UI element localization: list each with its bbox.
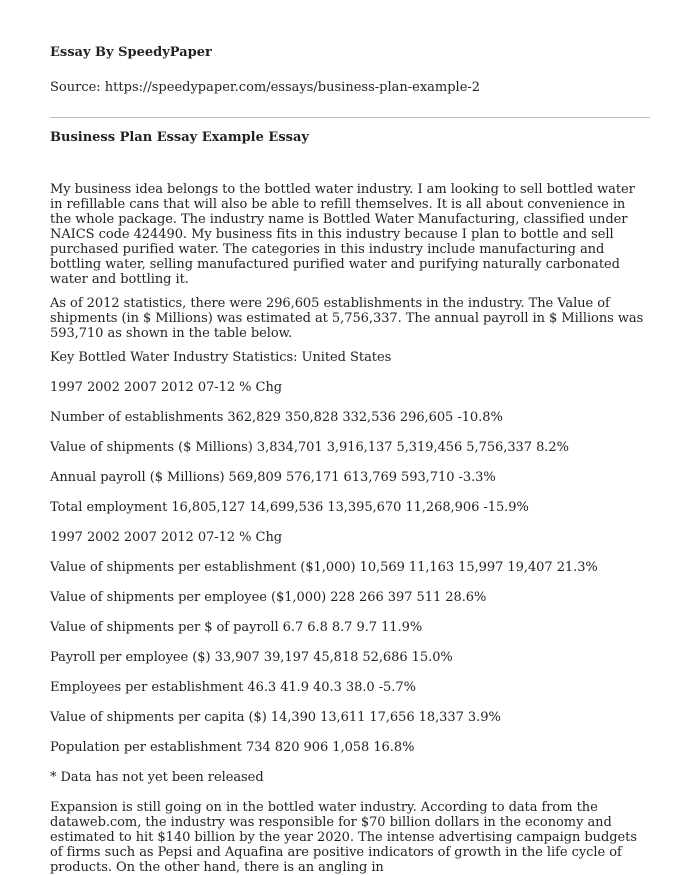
- table-header-row-1: 1997 2002 2007 2012 07-12 % Chg: [50, 380, 283, 395]
- table-row-shipments-per-establishment: Value of shipments per establishment ($1,000) 10,569 11,163 15,997 19,407 21.3%: [50, 560, 598, 575]
- essay-author-line: Essay By SpeedyPaper: [50, 45, 212, 60]
- table-row-shipments: Value of shipments ($ Millions) 3,834,701 3,916,137 5,319,456 5,756,337 8.2%: [50, 440, 569, 455]
- paragraph-1: My business idea belongs to the bottled water industry. I am looking to sell bottled water in refillable cans that will also be able to refill themselves. It is all about convenience in the whole package. The industry name is Bottled Water Manufacturing, classified under NAICS code 424490. My business fits in this industry because I plan to bottle and sell purchased purified water. The categories in this industry include manufacturing and bottling water, selling manufactured purified water and purifying naturally carbonated water and bottling it.: [50, 182, 635, 287]
- essay-body: [50, 182, 650, 875]
- table-title: Key Bottled Water Industry Statistics: United States: [50, 350, 392, 365]
- table-row-population-per-establishment: Population per establishment 734 820 906 1,058 16.8%: [50, 740, 415, 755]
- table-row-payroll-per-employee: Payroll per employee ($) 33,907 39,197 45,818 52,686 15.0%: [50, 650, 453, 665]
- table-header-row-2: 1997 2002 2007 2012 07-12 % Chg: [50, 530, 283, 545]
- table-row-employees-per-establishment: Employees per establishment 46.3 41.9 40.3 38.0 -5.7%: [50, 680, 416, 695]
- divider: [50, 117, 650, 118]
- table-row-payroll: Annual payroll ($ Millions) 569,809 576,171 613,769 593,710 -3.3%: [50, 470, 496, 485]
- table-row-shipments-per-employee: Value of shipments per employee ($1,000) 228 266 397 511 28.6%: [50, 590, 487, 605]
- source-line: Source: https://speedypaper.com/essays/business-plan-example-2: [50, 80, 481, 95]
- table-row-employment: Total employment 16,805,127 14,699,536 13,395,670 11,268,906 -15.9%: [50, 500, 529, 515]
- essay-title: Business Plan Essay Example Essay: [50, 130, 309, 145]
- table-row-establishments: Number of establishments 362,829 350,828 332,536 296,605 -10.8%: [50, 410, 503, 425]
- table-row-shipments-per-capita: Value of shipments per capita ($) 14,390 13,611 17,656 18,337 3.9%: [50, 710, 501, 725]
- table-footnote: * Data has not yet been released: [50, 770, 264, 785]
- table-row-shipments-per-payroll: Value of shipments per $ of payroll 6.7 6.8 8.7 9.7 11.9%: [50, 620, 423, 635]
- paragraph-3: Expansion is still going on in the bottled water industry. According to data from the dataweb.com, the industry was responsible for $70 billion dollars in the economy and estimated to hit $140 billion by the year 2020. The intense advertising campaign budgets of firms such as Pepsi and Aquafina are positive indicators of growth in the life cycle of products. On the other hand, there is an angling in: [50, 800, 637, 875]
- paragraph-2: As of 2012 statistics, there were 296,605 establishments in the industry. The Value of shipments (in $ Millions) was estimated at 5,756,337. The annual payroll in $ Millions was 593,710 as shown in the table below.: [50, 296, 644, 341]
